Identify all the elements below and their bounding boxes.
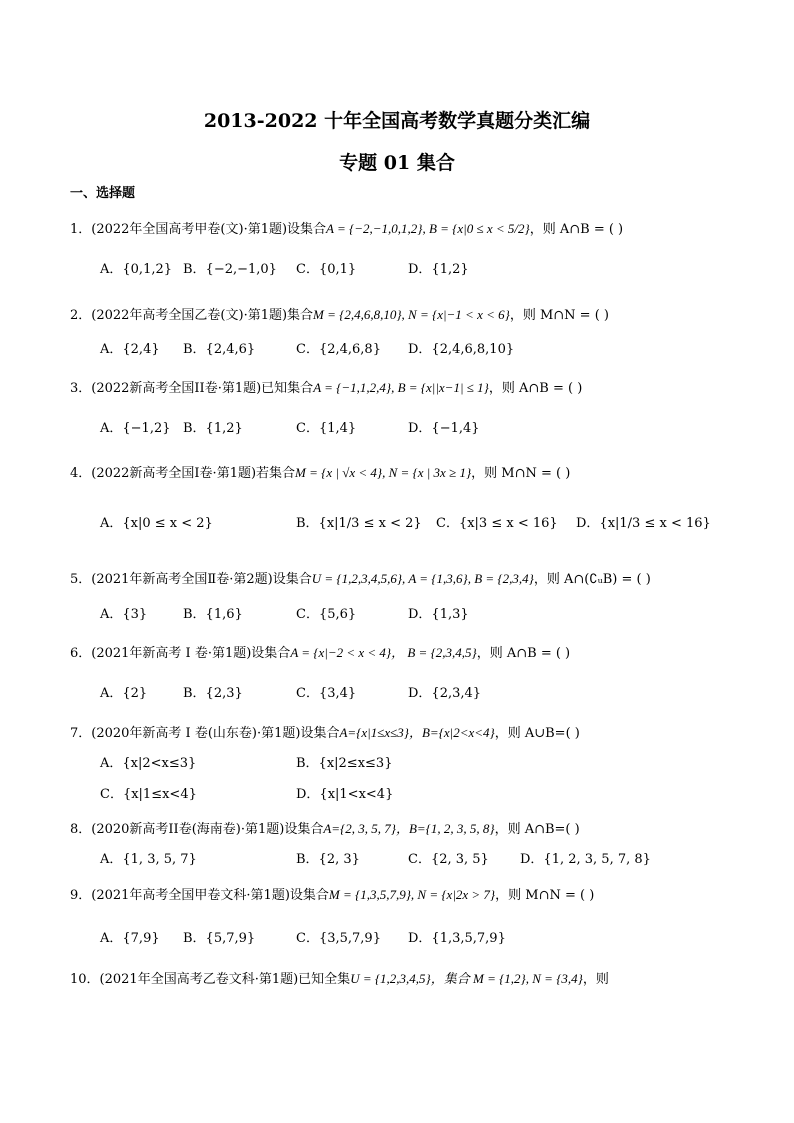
question-2 [70, 308, 609, 322]
option-d: D．{2,3,4} [408, 686, 482, 701]
question-tail: ，则 [582, 972, 609, 987]
section-heading: 一、选择题 [70, 186, 136, 201]
question-3 [70, 381, 582, 395]
question-stem: 9．(2021年高考全国甲卷文科·第1题)设集合 [70, 888, 329, 903]
question-tail: ，则 M∩N = ( ) [509, 308, 609, 323]
option-c: C．{3,4} [296, 686, 357, 701]
option-b: B．{5,7,9} [183, 931, 256, 946]
question-8 [70, 822, 580, 836]
option-b: B．{1,6} [183, 607, 243, 622]
option-d: D．{−1,4} [408, 421, 480, 436]
option-a: A．{2,4} [100, 342, 160, 357]
question-tail: ，则 A∩B = ( ) [476, 646, 571, 661]
question-math: A = {x|−2 < x < 4}， B = {2,3,4,5} [290, 645, 477, 660]
option-a: A．{2} [100, 686, 148, 701]
option-c: C．{3,5,7,9} [296, 931, 381, 946]
option-b: B．{x|1/3 ≤ x < 2} [296, 516, 422, 531]
option-b: B．{2,4,6} [183, 342, 256, 357]
question-tail: ，则 A∩B = ( ) [529, 222, 624, 237]
option-d: D．{x|1<x<4} [296, 787, 394, 802]
question-5 [70, 572, 651, 586]
option-d: D．{1,3,5,7,9} [408, 931, 506, 946]
option-c: C．{2, 3, 5} [408, 852, 489, 867]
option-d: D．{1, 2, 3, 5, 7, 8} [520, 852, 651, 867]
option-a: A．{0,1,2} [100, 262, 173, 277]
option-d: D．{x|1/3 ≤ x < 16} [576, 516, 711, 531]
option-c: C．{5,6} [296, 607, 357, 622]
question-9 [70, 888, 594, 902]
question-math: M = {1,3,5,7,9}, N = {x|2x > 7} [328, 887, 496, 902]
question-tail: ，则 M∩N = ( ) [471, 466, 571, 481]
question-stem: 6．(2021年新高考 I 卷·第1题)设集合 [70, 646, 291, 661]
option-a: A．{7,9} [100, 931, 160, 946]
option-b: B．{1,2} [183, 421, 243, 436]
option-c: C．{1,4} [296, 421, 357, 436]
question-stem: 7．(2020年新高考 I 卷(山东卷)·第1题)设集合 [70, 726, 340, 741]
option-b: B．{−2,−1,0} [183, 262, 277, 277]
question-1 [70, 222, 623, 236]
question-stem: 8．(2020新高考II卷(海南卷)·第1题)设集合 [70, 822, 324, 837]
question-stem: 1．(2022年全国高考甲卷(文)·第1题)设集合 [70, 222, 327, 237]
option-a: A．{1, 3, 5, 7} [100, 852, 197, 867]
option-c: C．{0,1} [296, 262, 357, 277]
option-b: B．{2, 3} [296, 852, 360, 867]
question-math: U = {1,2,3,4,5}，集合 M = {1,2}, N = {3,4} [350, 971, 583, 986]
question-math: A={2, 3, 5, 7}，B={1, 2, 3, 5, 8} [323, 821, 495, 836]
question-4 [70, 466, 570, 480]
option-b: B．{x|2≤x≤3} [296, 756, 393, 771]
option-c: C．{2,4,6,8} [296, 342, 381, 357]
option-d: D．{2,4,6,8,10} [408, 342, 515, 357]
document-subtitle: 专题 01 集合 [339, 152, 455, 174]
option-d: D．{1,2} [408, 262, 469, 277]
option-a: A．{−1,2} [100, 421, 171, 436]
question-stem: 2．(2022年高考全国乙卷(文)·第1题)集合 [70, 308, 314, 323]
document-title: 2013-2022 十年全国高考数学真题分类汇编 [203, 110, 591, 132]
option-a: A．{x|0 ≤ x < 2} [100, 516, 213, 531]
option-a: A．{3} [100, 607, 148, 622]
question-tail: ，则 A∩B=( ) [494, 822, 580, 837]
question-math: U = {1,2,3,4,5,6}, A = {1,3,6}, B = {2,3,4} [311, 571, 534, 586]
option-c: C．{x|1≤x<4} [100, 787, 197, 802]
question-stem: 4．(2022新高考全国I卷·第1题)若集合 [70, 466, 296, 481]
question-7 [70, 726, 580, 740]
question-10 [70, 972, 609, 986]
question-math: M = {x | √x < 4}, N = {x | 3x ≥ 1} [295, 465, 472, 480]
option-a: A．{x|2<x≤3} [100, 756, 197, 771]
option-b: B．{2,3} [183, 686, 243, 701]
question-tail: ，则 A∩B = ( ) [488, 381, 583, 396]
question-tail: ，则 A∩(∁ᵤB) = ( ) [533, 572, 651, 587]
question-tail: ，则 M∩N = ( ) [495, 888, 595, 903]
option-c: C．{x|3 ≤ x < 16} [436, 516, 558, 531]
question-math: A={x|1≤x≤3}，B={x|2<x<4} [339, 725, 495, 740]
question-math: M = {2,4,6,8,10}, N = {x|−1 < x < 6} [313, 307, 510, 322]
question-math: A = {−1,1,2,4}, B = {x||x−1| ≤ 1} [313, 380, 489, 395]
question-6 [70, 646, 570, 660]
question-stem: 5．(2021年新高考全国Ⅱ卷·第2题)设集合 [70, 572, 312, 587]
question-tail: ，则 A∪B=( ) [494, 726, 580, 741]
question-math: A = {−2,−1,0,1,2}, B = {x|0 ≤ x < 5/2} [326, 221, 530, 236]
question-stem: 10．(2021年全国高考乙卷文科·第1题)已知全集 [70, 972, 351, 987]
question-stem: 3．(2022新高考全国II卷·第1题)已知集合 [70, 381, 314, 396]
option-d: D．{1,3} [408, 607, 469, 622]
